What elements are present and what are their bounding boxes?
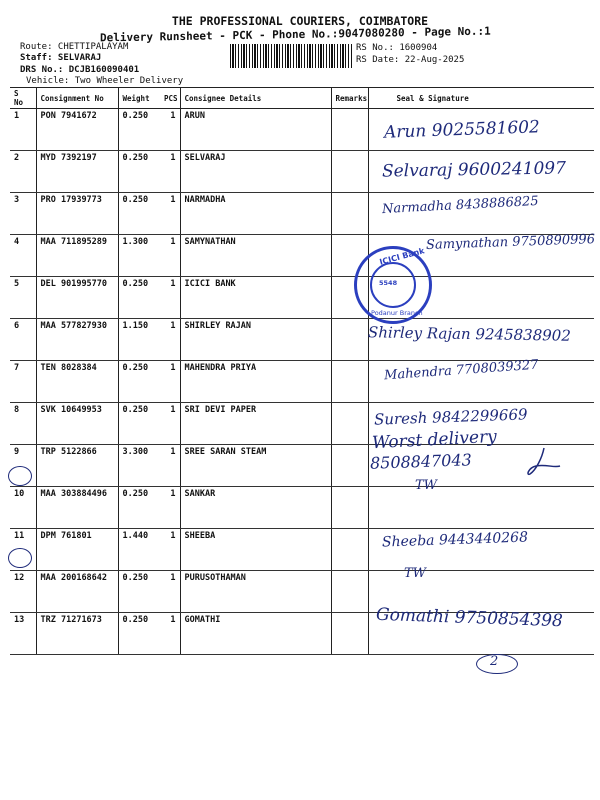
bank-stamp bbox=[354, 246, 432, 324]
row-consignee: SHIRLEY RAJAN bbox=[180, 319, 331, 361]
row-remarks bbox=[331, 445, 368, 487]
row-consignment-no: TEN 8028384 bbox=[36, 361, 118, 403]
row-consignment-no: TRZ 71271673 bbox=[36, 613, 118, 655]
row-consignee: MAHENDRA PRIYA bbox=[180, 361, 331, 403]
signature-row-7: Mahendra 7708039327 bbox=[383, 357, 539, 384]
row-consignment-no: MYD 7392197 bbox=[36, 151, 118, 193]
row-serial: 8 bbox=[10, 403, 36, 445]
row-consignee: ICICI BANK bbox=[180, 277, 331, 319]
row-consignee: SAMYNATHAN bbox=[180, 235, 331, 277]
row-consignment-no: MAA 200168642 bbox=[36, 571, 118, 613]
rs-number: RS No.: 1600904 bbox=[356, 43, 438, 53]
row-pcs: 1 bbox=[160, 193, 180, 235]
row-pcs: 1 bbox=[160, 235, 180, 277]
row-pcs: 1 bbox=[160, 277, 180, 319]
remark-row-9-text: Worst delivery bbox=[371, 426, 498, 454]
row-serial: 10 bbox=[10, 487, 36, 529]
runsheet-subtitle: Delivery Runsheet - PCK - Phone No.:9047080280 - Page No.:1 bbox=[100, 24, 491, 45]
row-consignment-no: MAA 711895289 bbox=[36, 235, 118, 277]
row-pcs: 1 bbox=[160, 403, 180, 445]
row-weight: 0.250 bbox=[118, 277, 160, 319]
row-weight: 1.300 bbox=[118, 235, 160, 277]
signature-row-1: Arun 9025581602 bbox=[383, 117, 541, 143]
barcode bbox=[230, 44, 352, 68]
row-remarks bbox=[331, 319, 368, 361]
row-consignment-no: PON 7941672 bbox=[36, 109, 118, 151]
page-mark: 2 bbox=[490, 654, 499, 669]
row-pcs: 1 bbox=[160, 151, 180, 193]
staff-label: Staff: SELVARAJ bbox=[20, 53, 102, 63]
row-remarks bbox=[331, 361, 368, 403]
signature-scribble bbox=[524, 444, 564, 480]
vehicle-label: Vehicle: Two Wheeler Delivery bbox=[26, 76, 184, 86]
signature-row-6: Shirley Rajan 9245838902 bbox=[367, 323, 572, 345]
drs-label: DRS No.: DCJB160090401 bbox=[20, 65, 140, 75]
row-remarks bbox=[331, 403, 368, 445]
row-weight: 0.250 bbox=[118, 487, 160, 529]
col-consignment: Consignment No bbox=[36, 88, 118, 109]
row-consignee: ARUN bbox=[180, 109, 331, 151]
row-consignee: SANKAR bbox=[180, 487, 331, 529]
row-remarks bbox=[331, 571, 368, 613]
row-consignment-no: SVK 10649953 bbox=[36, 403, 118, 445]
row-weight: 1.150 bbox=[118, 319, 160, 361]
stamp-branch: Podanur Branch bbox=[371, 309, 423, 317]
signature-row-8: Suresh 9842299669 bbox=[373, 405, 528, 429]
mark-row-12: TW bbox=[404, 566, 427, 581]
signature-row-3: Narmadha 8438886825 bbox=[381, 193, 540, 218]
col-sno: S No bbox=[10, 88, 36, 109]
table-row bbox=[10, 277, 594, 319]
table-row bbox=[10, 445, 594, 487]
document-title: THE PROFESSIONAL COURIERS, COIMBATORE bbox=[171, 14, 429, 28]
col-remarks: Remarks bbox=[331, 88, 368, 109]
row-serial: 7 bbox=[10, 361, 36, 403]
row-consignment-no: DEL 901995770 bbox=[36, 277, 118, 319]
row-remarks bbox=[331, 151, 368, 193]
table-row bbox=[10, 487, 594, 529]
signature-row-13: Gomathi 9750854398 bbox=[375, 604, 564, 632]
row-remarks bbox=[331, 529, 368, 571]
remark-row-9-phone: 8508847043 bbox=[369, 450, 473, 473]
stamp-code: 5548 bbox=[379, 279, 398, 287]
row-consignment-no: TRP 5122866 bbox=[36, 445, 118, 487]
row-pcs: 1 bbox=[160, 109, 180, 151]
row-consignee: SHEEBA bbox=[180, 529, 331, 571]
row-consignee: NARMADHA bbox=[180, 193, 331, 235]
signature-row-2: Selvaraj 9600241097 bbox=[381, 158, 567, 182]
col-pcs: PCS bbox=[160, 88, 180, 109]
row-serial: 1 bbox=[10, 109, 36, 151]
row-consignee: SRI DEVI PAPER bbox=[180, 403, 331, 445]
row-pcs: 1 bbox=[160, 571, 180, 613]
row-consignee: PURUSOTHAMAN bbox=[180, 571, 331, 613]
row-weight: 0.250 bbox=[118, 361, 160, 403]
row-weight: 1.440 bbox=[118, 529, 160, 571]
row-serial: 2 bbox=[10, 151, 36, 193]
table-header-row bbox=[10, 88, 594, 109]
row-consignee: SELVARAJ bbox=[180, 151, 331, 193]
row-weight: 0.250 bbox=[118, 613, 160, 655]
row-weight: 3.300 bbox=[118, 445, 160, 487]
row-serial: 4 bbox=[10, 235, 36, 277]
row-serial: 11 bbox=[10, 529, 36, 571]
row-weight: 0.250 bbox=[118, 109, 160, 151]
row-weight: 0.250 bbox=[118, 403, 160, 445]
row-remarks bbox=[331, 193, 368, 235]
row-pcs: 1 bbox=[160, 529, 180, 571]
row-pcs: 1 bbox=[160, 361, 180, 403]
circled-serial-12 bbox=[8, 548, 32, 568]
table-row bbox=[10, 571, 594, 613]
row-consignment-no: MAA 303884496 bbox=[36, 487, 118, 529]
row-signature bbox=[368, 487, 594, 529]
row-consignment-no: PRO 17939773 bbox=[36, 193, 118, 235]
row-serial: 6 bbox=[10, 319, 36, 361]
rs-date: RS Date: 22-Aug-2025 bbox=[356, 55, 465, 65]
row-weight: 0.250 bbox=[118, 151, 160, 193]
route-label: Route: CHETTIPALAYAM bbox=[20, 42, 129, 52]
col-consignee: Consignee Details bbox=[180, 88, 331, 109]
row-serial: 5 bbox=[10, 277, 36, 319]
circled-serial-10 bbox=[8, 466, 32, 486]
row-consignment-no: DPM 761801 bbox=[36, 529, 118, 571]
signature-row-4: Samynathan 9750890996 bbox=[425, 232, 596, 253]
row-remarks bbox=[331, 109, 368, 151]
row-serial: 3 bbox=[10, 193, 36, 235]
row-weight: 0.250 bbox=[118, 571, 160, 613]
row-consignee: GOMATHI bbox=[180, 613, 331, 655]
row-pcs: 1 bbox=[160, 319, 180, 361]
row-consignee: SREE SARAN STEAM bbox=[180, 445, 331, 487]
row-consignment-no: MAA 577827930 bbox=[36, 319, 118, 361]
row-serial: 9 bbox=[10, 445, 36, 487]
row-weight: 0.250 bbox=[118, 193, 160, 235]
col-signature: Seal & Signature bbox=[368, 88, 594, 109]
row-serial: 12 bbox=[10, 571, 36, 613]
row-pcs: 1 bbox=[160, 445, 180, 487]
signature-row-11: Sheeba 9443440268 bbox=[381, 529, 529, 551]
row-pcs: 1 bbox=[160, 487, 180, 529]
row-serial: 13 bbox=[10, 613, 36, 655]
row-pcs: 1 bbox=[160, 613, 180, 655]
row-remarks bbox=[331, 487, 368, 529]
stamp-bank-name: ICICI Bank bbox=[378, 246, 426, 267]
mark-row-10: TW bbox=[415, 478, 438, 493]
col-weight: Weight bbox=[118, 88, 160, 109]
row-remarks bbox=[331, 613, 368, 655]
